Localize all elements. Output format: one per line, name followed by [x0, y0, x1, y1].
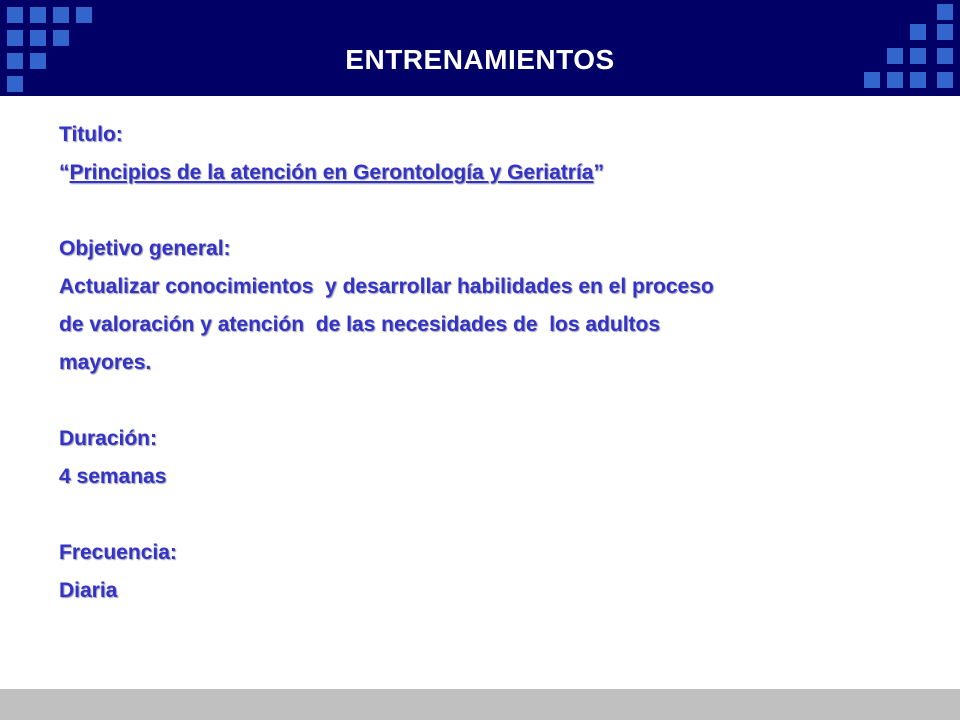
slide-body [59, 116, 919, 610]
frecuencia-value: Diaria [59, 579, 118, 602]
objetivo-line-3: mayores. [59, 351, 152, 374]
header-banner [0, 0, 960, 96]
duracion-value: 4 semanas [59, 465, 167, 488]
open-quote: “ [59, 161, 70, 184]
spacer [59, 496, 919, 534]
frecuencia-label: Frecuencia: [59, 541, 177, 564]
footer-bar [0, 689, 960, 720]
objetivo-label: Objetivo general: [59, 237, 231, 260]
spacer [59, 192, 919, 230]
close-quote: ” [593, 161, 604, 184]
spacer [59, 382, 919, 420]
titulo-text: Principios de la atención en Gerontología y Geriatría [69, 161, 594, 184]
objetivo-line-2: de valoración y atención de las necesidades de los adultos [59, 313, 661, 336]
titulo-label: Titulo: [59, 123, 123, 146]
slide-title: ENTRENAMIENTOS [345, 44, 615, 75]
titulo-value [59, 154, 919, 192]
objetivo-line-1: Actualizar conocimientos y desarrollar habilidades en el proceso [59, 275, 714, 298]
duracion-label: Duración: [59, 427, 158, 450]
